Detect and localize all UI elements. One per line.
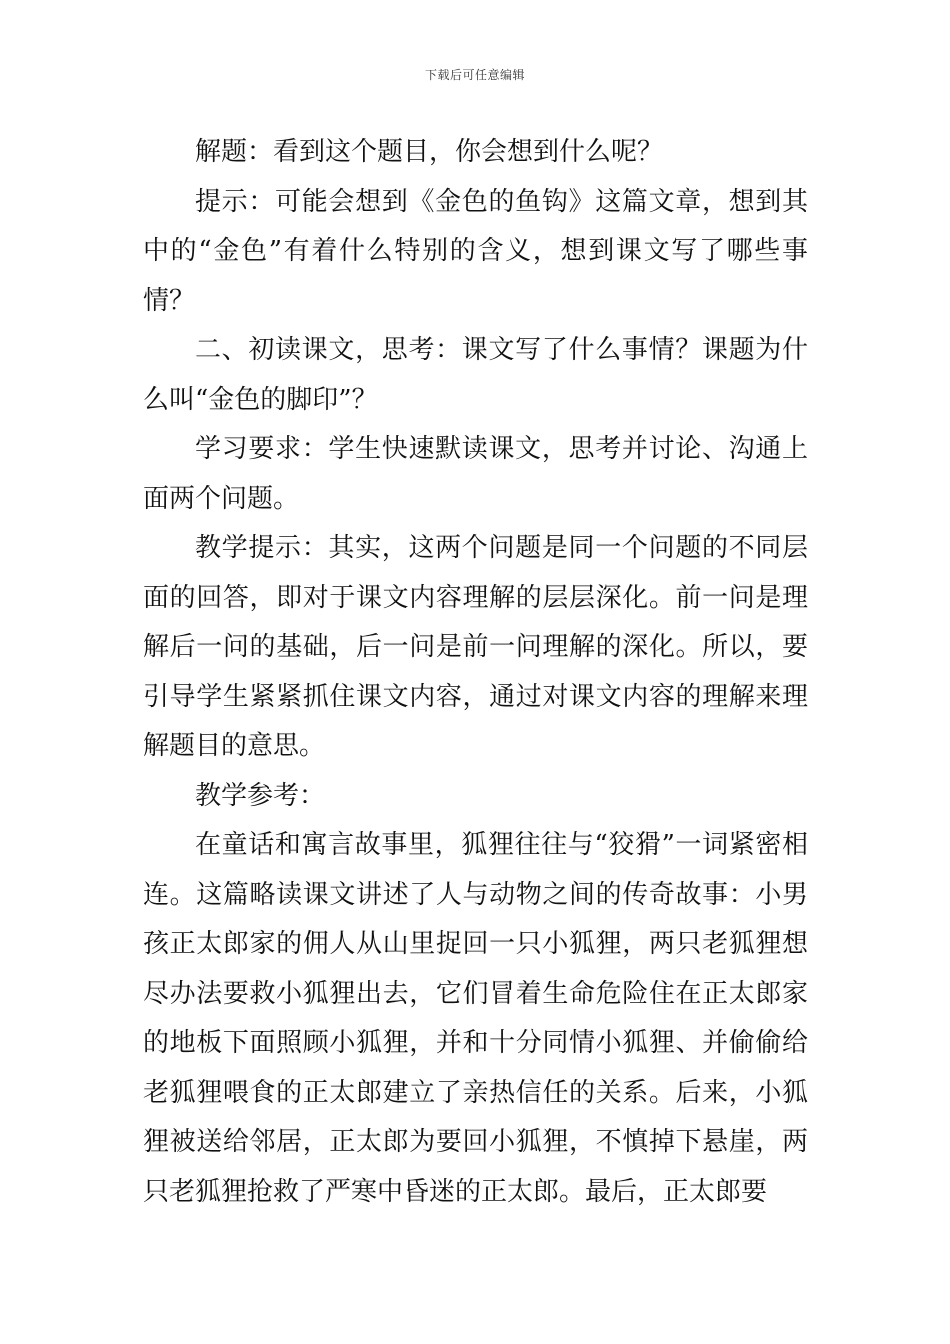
paragraph-story-summary: 在童话和寓言故事里，狐狸往往与“狡猾”一词紧密相连。这篇略读课文讲述了人与动物之间的传奇故事：小男孩正太郎家的佣人从山里捉回一只小狐狸，两只老狐狸想尽办法要救小狐狸出去，它们冒着生命危险住在正太郎家的地板下面照顾小狐狸，并和十分同情小狐狸、并偷偷给老狐狸喂食的正太郎建立了亲热信任的关系。后来，小狐狸被送给邻居，正太郎为要回小狐狸，不慎掉下悬崖，两只老狐狸抢救了严寒中昏迷的正太郎。最后，正太郎要: [143, 830, 808, 1207]
paragraph-teaching-reference-heading: 教学参考：: [195, 780, 326, 811]
paragraph-problem-intro: 解题：看到这个题目，你会想到什么呢？: [195, 137, 664, 167]
paragraph-section-two: 二、初读课文，思考：课文写了什么事情？课题为什么叫“金色的脚印”？: [143, 335, 808, 415]
header-note: 下载后可任意编辑: [424, 68, 525, 82]
paragraph-hint: 提示：可能会想到《金色的鱼钩》这篇文章，想到其中的“金色”有着什么特别的含义，想到课文写了哪些事情？: [143, 186, 808, 316]
paragraph-learning-requirement: 学习要求：学生快速默读课文，思考并讨论、沟通上面两个问题。: [143, 434, 808, 514]
document-body: [143, 128, 808, 1217]
paragraph-teaching-hint: 教学提示：其实，这两个问题是同一个问题的不同层面的回答，即对于课文内容理解的层层深化。前一问是理解后一问的基础，后一问是前一问理解的深化。所以，要引导学生紧紧抓住课文内容，通过对课文内容的理解来理解题目的意思。: [143, 533, 808, 761]
